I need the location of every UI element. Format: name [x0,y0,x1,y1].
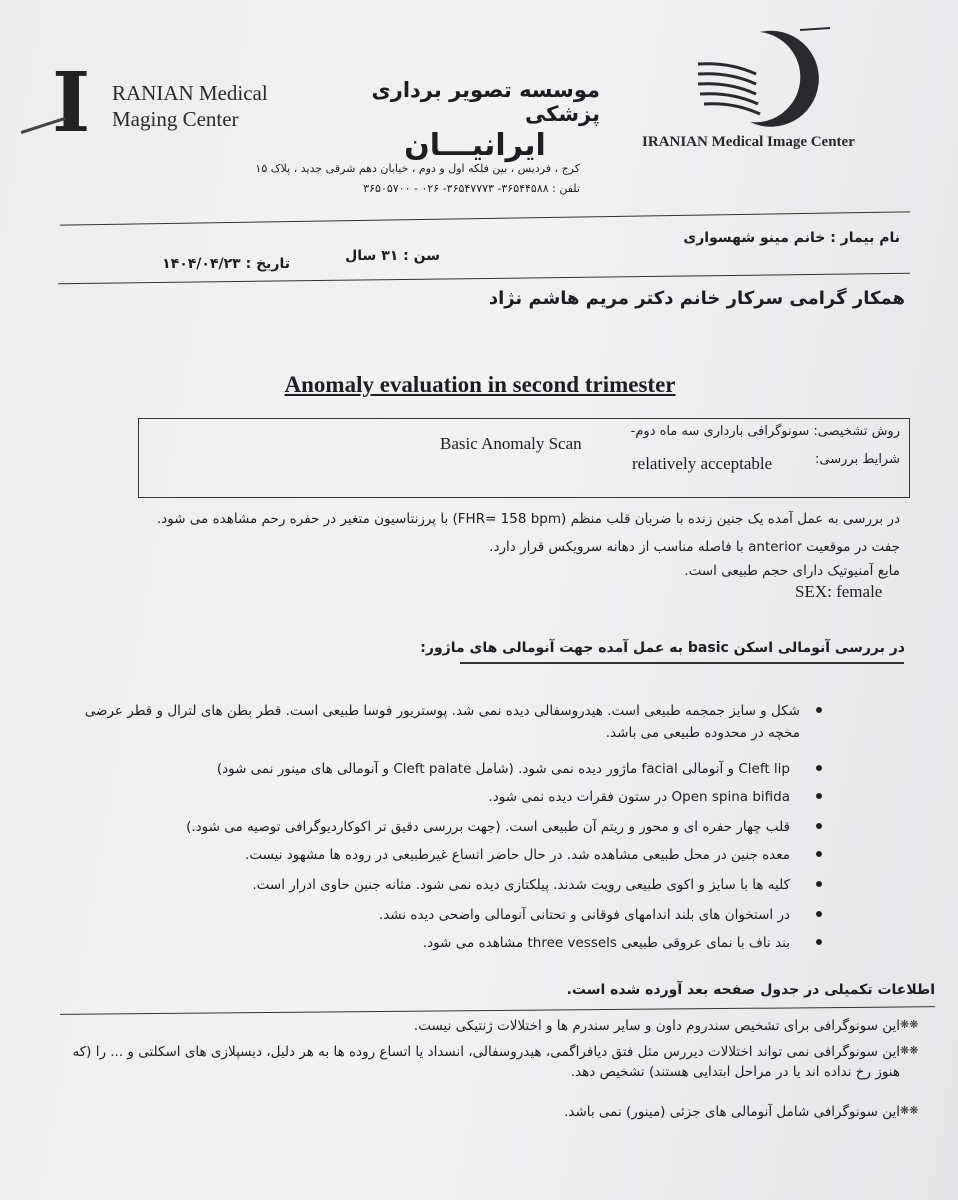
bullet-dot [816,765,822,771]
anomaly-heading: در بررسی آنومالی اسکن basic به عمل آمده جهت آنومالی های ماژور: [420,640,905,656]
bullet-cleft: Cleft lip و آنومالی facial ماژور دیده نمی شود. (شامل Cleft palate و آنومالی های مینور نمی شود) [216,761,790,777]
patient-age: سن : ۳۱ سال [345,248,440,264]
center-title-line2: ایرانیـــان [404,128,546,163]
left-name-line1: RANIAN Medical [112,81,268,105]
center-title-line1: موسسه تصویر برداری پزشکی [371,78,600,126]
bullet-dot [816,939,822,945]
logo-text: IRANIAN Medical Image Center [642,134,855,150]
bullet-cord: بند ناف با نمای عروقی طبیعی three vessels مشاهده می شود. [422,935,790,951]
left-center-name [112,80,268,132]
bullet-heart: قلب چهار حفره ای و محور و ریتم آن طبیعی است. (جهت بررسی دقیق تر اکوکاردیوگرافی توصیه می شود.) [186,819,790,835]
patient-name: نام بیمار : خانم مینو شهسواری [683,230,900,246]
report-date: تاریخ : ۱۴۰۴/۰۴/۲۳ [162,256,290,272]
phone: تلفن : ۳۶۵۴۴۵۸۸- ۳۶۵۴۷۷۷۳- ۰۲۶ - ۳۶۵۰۵۷۰۰ [363,182,580,195]
finding-sex: SEX: female [795,582,883,601]
address: کرج ، فردیس ، بین فلکه اول و دوم ، خیابان دهم شرقی جدید ، پلاک ۱۵ [255,162,580,175]
note-star-3: ❋❋ [900,1104,919,1117]
note-late-disorders: این سونوگرافی نمی تواند اختلالات دیررس مثل فتق دیافراگمی، هیدروسفالی، انسداد یا اتساع روده ها به هر دلیل، دیسپلازی های اسکلتی و ... را (که هنوز رخ نداده اند یا در مراحل ابتدایی هستند) تشخیص دهد. [72,1044,900,1080]
bullet-dot [816,911,822,917]
finding-amniotic: مایع آمنیوتیک دارای حجم طبیعی است. [684,563,900,579]
note-minor: این سونوگرافی شامل آنومالی های جزئی (مینور) نمی باشد. [564,1104,900,1120]
method-label: روش تشخیصی: سونوگرافی بارداری سه ماه دوم- [630,424,900,439]
bullet-spina: Open spina bifida در ستون فقرات دیده نمی شود. [488,789,790,805]
bullet-dot [816,823,822,829]
greeting: همکار گرامی سرکار خانم دکتر مریم هاشم نژاد [488,288,905,309]
note-genetic: این سونوگرافی برای تشخیص سندروم داون و سایر سندرم ها و اختلالات ژنتیکی نیست. [413,1018,900,1034]
finding-fetus: در بررسی به عمل آمده یک جنین زنده با ضربان قلب منظم (FHR= 158 bpm) با پرزنتاسیون متغیر در حفره رحم مشاهده می شود. [156,511,900,527]
bullet-dot [816,851,822,857]
condition-label: شرایط بررسی: [815,452,900,467]
method-value: Basic Anomaly Scan [440,434,582,453]
note-star-1: ❋❋ [900,1018,919,1031]
footer-rule [60,1006,935,1015]
report-title: Anomaly evaluation in second trimester [284,372,676,397]
footer-heading: اطلاعات تکمیلی در جدول صفحه بعد آورده شده است. [566,982,935,998]
bullet-skull: شکل و سایز جمجمه طبیعی است. هیدروسفالی دیده نمی شد. پوستریور فوسا طبیعی است. قطر بطن های لترال و قطر عرضی مخچه در محدوده طبیعی می باشد. [84,703,800,741]
bullet-stomach: معده جنین در محل طبیعی مشاهده شد. در حال حاضر اتساع غیرطبیعی در روده ها مشهود نیست. [245,847,790,863]
note-star-2: ❋❋ [900,1044,919,1057]
anomaly-heading-underline [460,662,904,664]
bullet-dot [816,793,822,799]
finding-placenta: جفت در موقعیت anterior با فاصله مناسب از دهانه سرویکس قرار دارد. [489,539,900,555]
left-name-line2: Maging Center [112,107,239,131]
bullet-dot [816,707,822,713]
bullet-dot [816,881,822,887]
bullet-bones: در استخوان های بلند اندامهای فوقانی و تحتانی آنومالی واضحی دیده نشد. [378,907,790,923]
condition-value: relatively acceptable [632,454,773,473]
header-rule-bottom [58,273,910,284]
bullet-kidneys: کلیه ها با سایز و اکوی طبیعی رویت شدند. پیلکتازی دیده نمی شود. مثانه جنین حاوی ادرار است. [252,877,790,893]
header-rule-top [60,211,910,225]
left-logo-initial: I [52,55,91,151]
center-logo-icon [690,22,860,132]
